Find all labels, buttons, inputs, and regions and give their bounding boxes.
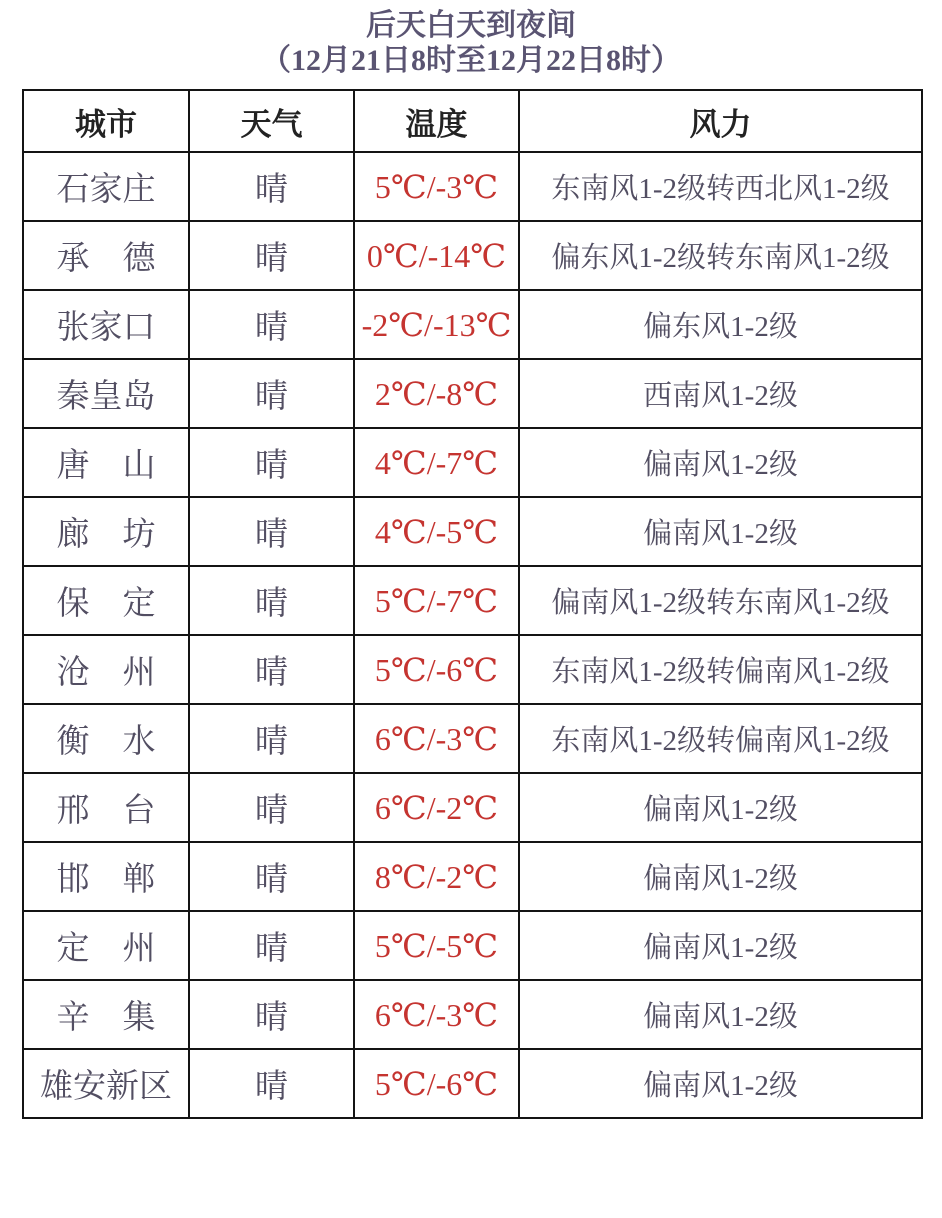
temperature-cell: 5℃/-7℃ bbox=[354, 566, 519, 635]
table-row bbox=[23, 1049, 922, 1118]
wind-cell: 偏南风1-2级转东南风1-2级 bbox=[519, 566, 922, 635]
title-line-2: （12月21日8时至12月22日8时） bbox=[261, 44, 681, 77]
city-cell: 沧 州 bbox=[23, 635, 189, 704]
wind-cell: 东南风1-2级转西北风1-2级 bbox=[519, 152, 922, 221]
weather-table-header bbox=[23, 90, 922, 152]
table-row bbox=[23, 428, 922, 497]
wind-cell: 西南风1-2级 bbox=[519, 359, 922, 428]
wind-cell: 偏南风1-2级 bbox=[519, 980, 922, 1049]
wind-cell: 偏南风1-2级 bbox=[519, 428, 922, 497]
table-row bbox=[23, 290, 922, 359]
temperature-cell: 0℃/-14℃ bbox=[354, 221, 519, 290]
temperature-cell: 6℃/-3℃ bbox=[354, 980, 519, 1049]
weather-cell: 晴 bbox=[189, 152, 354, 221]
table-row bbox=[23, 704, 922, 773]
city-cell: 邢 台 bbox=[23, 773, 189, 842]
weather-table bbox=[22, 89, 923, 1119]
table-row bbox=[23, 152, 922, 221]
wind-cell: 东南风1-2级转偏南风1-2级 bbox=[519, 635, 922, 704]
weather-table-body bbox=[23, 152, 922, 1118]
table-row bbox=[23, 221, 922, 290]
weather-cell: 晴 bbox=[189, 359, 354, 428]
temperature-cell: 6℃/-3℃ bbox=[354, 704, 519, 773]
table-row bbox=[23, 911, 922, 980]
temperature-cell: 6℃/-2℃ bbox=[354, 773, 519, 842]
wind-cell: 偏南风1-2级 bbox=[519, 497, 922, 566]
temperature-cell: 5℃/-5℃ bbox=[354, 911, 519, 980]
city-cell: 廊 坊 bbox=[23, 497, 189, 566]
weather-cell: 晴 bbox=[189, 635, 354, 704]
wind-cell: 偏南风1-2级 bbox=[519, 1049, 922, 1118]
weather-cell: 晴 bbox=[189, 911, 354, 980]
city-cell: 雄安新区 bbox=[23, 1049, 189, 1118]
temperature-cell: 5℃/-6℃ bbox=[354, 1049, 519, 1118]
header-row bbox=[23, 90, 922, 152]
column-header-temperature: 温度 bbox=[354, 90, 519, 152]
city-cell: 邯 郸 bbox=[23, 842, 189, 911]
title-line-1: 后天白天到夜间 bbox=[366, 9, 576, 42]
city-cell: 衡 水 bbox=[23, 704, 189, 773]
city-cell: 辛 集 bbox=[23, 980, 189, 1049]
city-cell: 承 德 bbox=[23, 221, 189, 290]
weather-cell: 晴 bbox=[189, 290, 354, 359]
table-row bbox=[23, 773, 922, 842]
temperature-cell: 5℃/-6℃ bbox=[354, 635, 519, 704]
temperature-cell: 4℃/-5℃ bbox=[354, 497, 519, 566]
weather-cell: 晴 bbox=[189, 773, 354, 842]
column-header-weather: 天气 bbox=[189, 90, 354, 152]
city-cell: 秦皇岛 bbox=[23, 359, 189, 428]
weather-cell: 晴 bbox=[189, 497, 354, 566]
table-row bbox=[23, 566, 922, 635]
city-cell: 定 州 bbox=[23, 911, 189, 980]
table-row bbox=[23, 635, 922, 704]
weather-cell: 晴 bbox=[189, 1049, 354, 1118]
temperature-cell: 5℃/-3℃ bbox=[354, 152, 519, 221]
table-row bbox=[23, 359, 922, 428]
weather-cell: 晴 bbox=[189, 842, 354, 911]
table-row bbox=[23, 497, 922, 566]
temperature-cell: -2℃/-13℃ bbox=[354, 290, 519, 359]
temperature-cell: 4℃/-7℃ bbox=[354, 428, 519, 497]
weather-cell: 晴 bbox=[189, 221, 354, 290]
temperature-cell: 2℃/-8℃ bbox=[354, 359, 519, 428]
weather-cell: 晴 bbox=[189, 566, 354, 635]
wind-cell: 偏南风1-2级 bbox=[519, 842, 922, 911]
weather-cell: 晴 bbox=[189, 980, 354, 1049]
weather-cell: 晴 bbox=[189, 428, 354, 497]
wind-cell: 偏南风1-2级 bbox=[519, 911, 922, 980]
table-row bbox=[23, 842, 922, 911]
column-header-city: 城市 bbox=[23, 90, 189, 152]
city-cell: 保 定 bbox=[23, 566, 189, 635]
city-cell: 石家庄 bbox=[23, 152, 189, 221]
wind-cell: 偏东风1-2级转东南风1-2级 bbox=[519, 221, 922, 290]
weather-cell: 晴 bbox=[189, 704, 354, 773]
page-title bbox=[0, 0, 942, 78]
city-cell: 张家口 bbox=[23, 290, 189, 359]
temperature-cell: 8℃/-2℃ bbox=[354, 842, 519, 911]
city-cell: 唐 山 bbox=[23, 428, 189, 497]
wind-cell: 东南风1-2级转偏南风1-2级 bbox=[519, 704, 922, 773]
table-row bbox=[23, 980, 922, 1049]
wind-cell: 偏南风1-2级 bbox=[519, 773, 922, 842]
wind-cell: 偏东风1-2级 bbox=[519, 290, 922, 359]
column-header-wind: 风力 bbox=[519, 90, 922, 152]
